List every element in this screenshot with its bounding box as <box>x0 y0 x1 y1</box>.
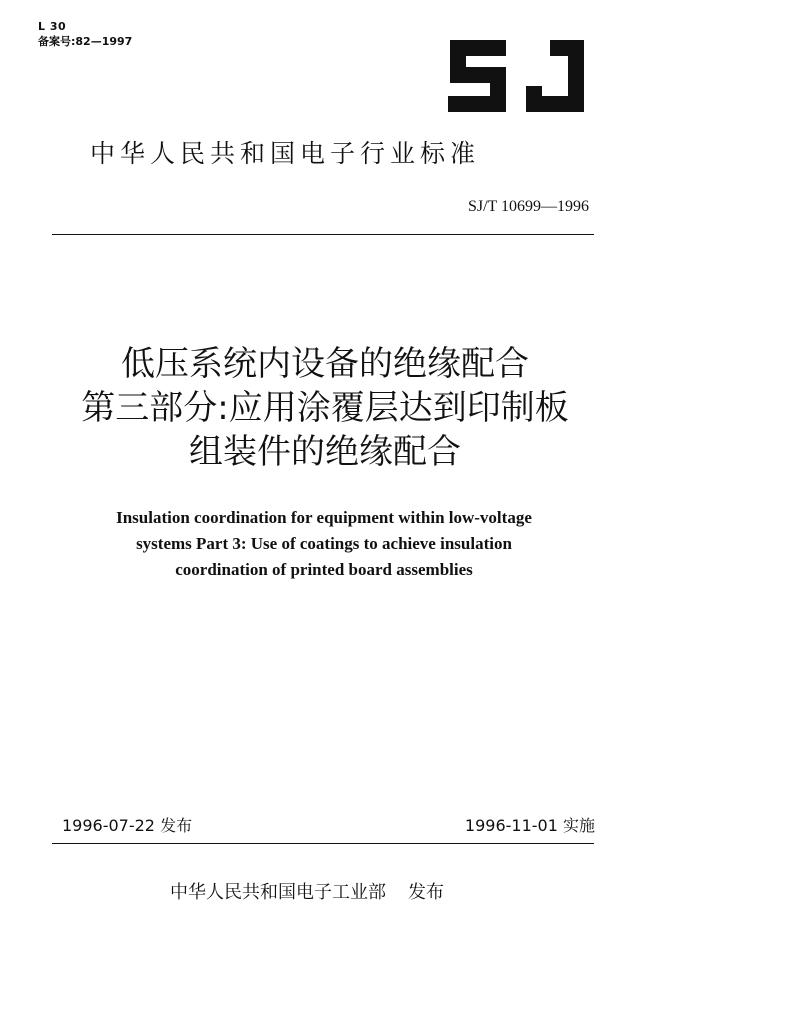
record-number: 备案号:82—1997 <box>38 35 133 48</box>
chinese-title-line-2: 第三部分:应用涂覆层达到印制板 <box>81 388 569 428</box>
issuer-action: 发布 <box>408 882 444 903</box>
standard-organization: 中华人民共和国电子行业标准 <box>90 139 481 168</box>
english-title <box>40 505 608 583</box>
top-divider <box>52 234 594 235</box>
issuer-name: 中华人民共和国电子工业部 <box>170 882 386 903</box>
issue-date: 1996-07-22 发布 <box>62 816 193 835</box>
standard-code: SJ/T 10699—1996 <box>467 198 589 215</box>
english-title-line-3: coordination of printed board assemblies <box>175 560 473 579</box>
bottom-divider <box>52 843 594 844</box>
chinese-title-line-1: 低压系统内设备的绝缘配合 <box>121 344 529 384</box>
english-title-line-1: Insulation coordination for equipment within low-voltage <box>116 508 532 527</box>
chinese-title <box>30 342 620 474</box>
english-title-line-2: systems Part 3: Use of coatings to achieve insulation <box>136 534 512 553</box>
implementation-date: 1996-11-01 实施 <box>464 816 595 835</box>
classification-code: L 30 <box>38 20 67 33</box>
chinese-title-line-3: 组装件的绝缘配合 <box>189 432 461 472</box>
sj-logo <box>442 38 590 114</box>
issuer-line <box>170 881 444 905</box>
